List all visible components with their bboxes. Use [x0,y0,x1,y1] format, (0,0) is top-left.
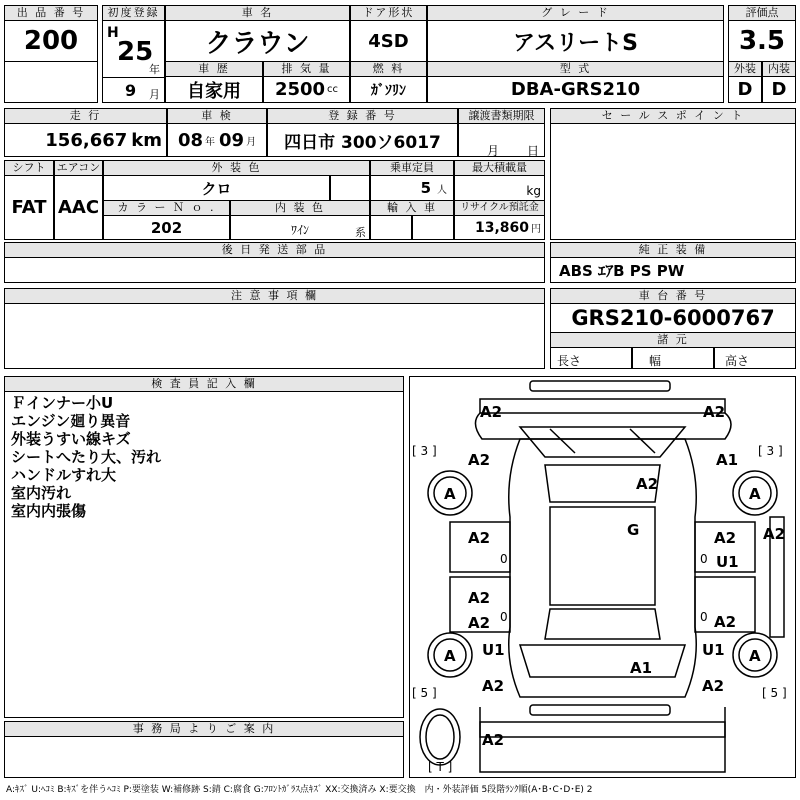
first-reg-label: 初度登録 [102,5,165,21]
sales-points-label: セ ー ル ス ポ イ ン ト [550,108,796,124]
capacity-label: 乗車定員 [370,160,454,176]
damage-mark: A2 [482,677,505,695]
first-reg-year [102,20,165,78]
sales-points-box [550,123,796,240]
color-label: 外 装 色 [103,160,370,176]
max-load-unit: kg [526,184,541,198]
score: 3.5 [728,20,796,62]
office-box [4,736,404,778]
damage-mark: A2 [468,451,491,469]
exterior-color: クロ [103,175,330,201]
insp-month-unit: 月 [246,136,257,148]
displacement-value: 2500 [274,79,326,100]
mileage-value: 156,667 [45,129,128,151]
reg-year: 25 [117,37,154,67]
color-extra [330,175,370,201]
damage-mark: A [749,647,761,665]
mileage [4,123,167,157]
interior-label: 内装 [762,61,796,77]
fuel: ｶﾞｿﾘﾝ [350,76,427,103]
damage-mark: G [627,521,640,539]
insp-month: 09 [219,129,245,151]
fuel-label: 燃 料 [350,61,427,77]
spec-label: 諸 元 [550,332,796,348]
damage-mark: A2 [482,731,505,749]
year-unit: 年 [149,63,160,76]
interior-grade: D [762,76,796,103]
import-label: 輸 入 車 [370,200,454,216]
width-label: 幅 [649,354,662,368]
color-no: 202 [103,215,230,240]
caution-box [4,303,545,369]
door-label: ドア形状 [350,5,427,21]
damage-mark: A2 [468,529,491,547]
rear-panel-shape [480,722,725,737]
damage-mark: A2 [714,529,737,547]
plate-number: 四日市 300ソ6017 [267,123,458,157]
reg-month: 9 [125,81,137,100]
damage-mark: A [444,647,456,665]
trunk-floor-shape [480,707,725,772]
front-fender-shape [475,413,731,439]
length-label: 長さ [557,354,582,368]
chassis-number: GRS210-6000767 [550,303,796,333]
later-parts-label: 後 日 発 送 部 品 [4,242,545,258]
recycle-label: リサイクル預託金 [454,200,545,216]
exterior-label: 外装 [728,61,762,77]
note-line: エンジン廻り異音 [11,412,131,430]
int-color-value: ﾜｲﾝ [291,223,310,237]
inspection-label: 車 検 [167,108,267,124]
tread-front-right: [ 3 ] [758,444,783,458]
damage-mark: A2 [636,475,659,493]
front-bumper-shape [530,381,670,391]
damage-mark: U1 [482,641,505,659]
inspection-date [167,123,267,157]
tread-rear-right: [ 5 ] [762,686,787,700]
rear-glass-shape [545,609,660,639]
car-outline [420,381,784,772]
hood-shape [520,427,685,457]
chassis-label: 車 台 番 号 [550,288,796,304]
note-line: 室内汚れ [11,484,72,502]
damage-mark: 0 [700,552,708,566]
mileage-unit: km [131,129,162,151]
mileage-label: 走 行 [4,108,167,124]
displacement-label: 排 気 量 [263,61,350,77]
equipment: ABS ｴｱB PS PW [550,257,796,283]
inspector-label: 検 査 員 記 入 欄 [4,376,404,392]
hood-lines [550,429,655,453]
damage-mark: U1 [702,641,725,659]
notes-list [5,392,403,522]
damage-mark: 0 [500,610,508,624]
score-label: 評価点 [728,5,796,21]
damage-mark: A2 [468,589,491,607]
trunk-shape [520,645,685,677]
damage-mark: A [444,485,456,503]
damage-mark: A2 [763,525,786,543]
import-b [412,215,454,240]
grade: アスリートS [427,20,724,62]
spec-width [632,347,714,369]
damage-mark: A1 [630,659,653,677]
note-line: 外装うすい線キズ [11,430,131,448]
legend: A:ｷｽﾞ U:ﾍｺﾐ B:ｷｽﾞを伴うﾍｺﾐ P:要塗装 W:補修跡 S:錆 C:腐食 G:ﾌﾛﾝﾄｶﾞﾗｽ点ｷｽﾞ XX:交換済み X:要交換 内・外装評価 5段階ﾗﾝｸ順(A･B･C･D･E) 2 [6,785,593,795]
damage-mark: A1 [716,451,739,469]
capacity-unit: 人 [437,184,447,196]
rear-bumper-shape [530,705,670,715]
damage-mark: A2 [702,677,725,695]
lot-label: 出 品 番 号 [4,5,98,21]
max-load-label: 最大積載量 [454,160,545,176]
capacity-value: 5 [420,179,431,197]
tread-spare: [ T ] [428,760,453,774]
ac-label: エアコン [54,160,103,176]
inspector-notes [4,391,404,718]
note-line: シートへたり大、汚れ [11,448,162,466]
displacement-unit: cc [327,84,339,95]
plate-label: 登 録 番 号 [267,108,458,124]
damage-mark: A [749,485,761,503]
damage-mark: A2 [703,403,726,421]
capacity [370,175,454,201]
note-line: ハンドルすれ大 [11,466,117,484]
equipment-label: 純 正 装 備 [550,242,796,258]
later-parts-box [4,257,545,283]
spec-height [714,347,796,369]
spare-tire-inner [426,715,454,759]
model-code: DBA-GRS210 [427,76,724,103]
first-reg-month [102,77,165,103]
displacement [263,76,350,103]
history: 自家用 [165,76,263,103]
recycle-unit: 円 [531,224,541,235]
lot-blank [4,61,98,103]
max-load [454,175,545,201]
damage-mark: A2 [480,403,503,421]
damage-mark: U1 [716,553,739,571]
shift-label: シフト [4,160,54,176]
caution-label: 注 意 事 項 欄 [4,288,545,304]
transfer-deadline [458,123,545,157]
month-unit: 月 [149,88,160,101]
int-color-label: 内 装 色 [230,200,370,216]
int-color-unit: 系 [355,226,366,239]
damage-mark: 0 [500,552,508,566]
shift: FAT [4,175,54,240]
car-name-label: 車 名 [165,5,350,21]
transfer-label: 譲渡書類期限 [458,108,545,124]
damage-mark: A2 [468,614,491,632]
car-diagram-svg [410,377,797,779]
car-diagram [409,376,796,778]
era: H [107,25,119,41]
note-line: Ｆインナー小U [11,394,114,412]
door-type: 4SD [350,20,427,62]
recycle-fee [454,215,545,240]
color-no-label: カ ラ ー Ｎ ｏ . [103,200,230,216]
note-line: 室内内張傷 [11,502,87,520]
import-a [370,215,412,240]
front-panel-shape [480,399,725,413]
tread-front-left: [ 3 ] [412,444,437,458]
insp-year-unit: 年 [205,136,215,148]
air-conditioner: AAC [54,175,103,240]
insp-year: 08 [177,129,203,151]
body-shape [509,439,697,697]
history-label: 車 歴 [165,61,263,77]
spec-length [550,347,632,369]
tread-rear-left: [ 5 ] [412,686,437,700]
interior-color [230,215,370,240]
car-name: クラウン [165,20,350,62]
office-label: 事 務 局 よ り ご 案 内 [4,721,404,737]
damage-mark: A2 [714,613,737,631]
exterior-grade: D [728,76,762,103]
grade-label: グ レ ー ド [427,5,724,21]
transfer-day: 日 [527,144,540,158]
transfer-month: 月 [487,144,500,158]
height-label: 高さ [725,354,750,368]
lot-number: 200 [4,20,98,62]
damage-mark: 0 [700,610,708,624]
recycle-value: 13,860 [474,219,529,236]
model-label: 型 式 [427,61,724,77]
